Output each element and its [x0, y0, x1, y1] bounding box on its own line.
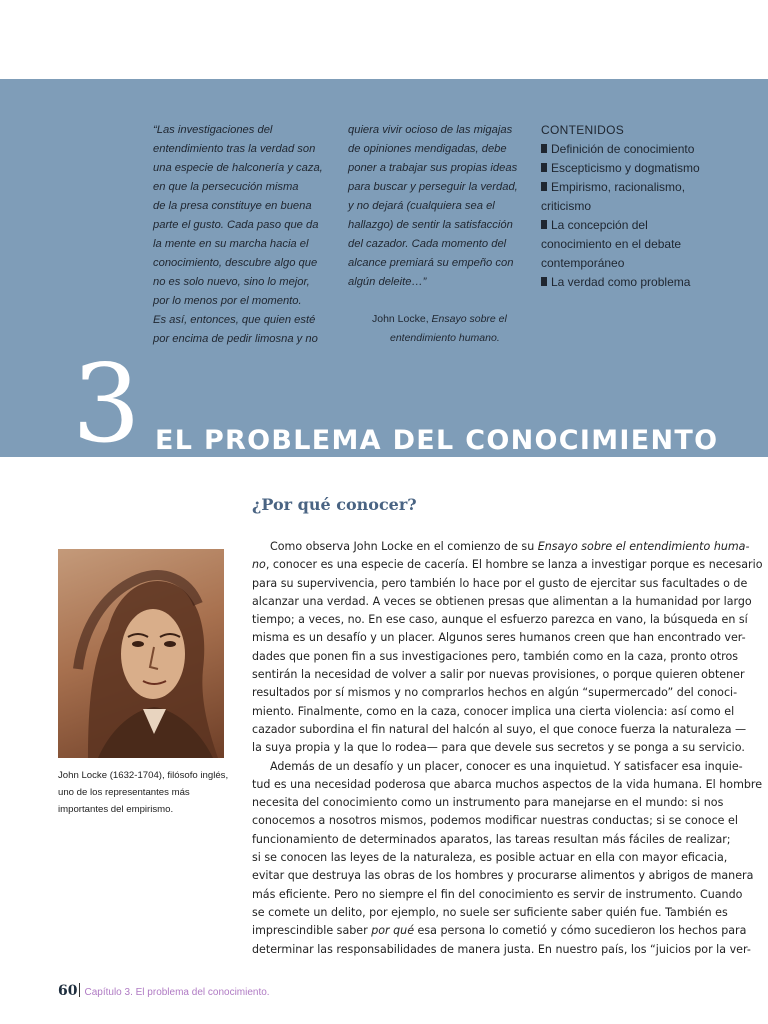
contents-item: criticismo: [541, 199, 591, 213]
epigraph-line: una especie de halconería y caza,: [153, 162, 323, 174]
footer-divider: [79, 983, 80, 997]
contents-heading: CONTENIDOS: [541, 123, 625, 137]
bullet-square-icon: [541, 163, 547, 172]
portrait-caption: John Locke (1632-1704), filósofo inglés, uno de los representantes más importantes del empirismo.: [58, 770, 229, 815]
epigraph-line: hallazgo) de sentir la satisfacción: [348, 219, 513, 231]
epigraph-attribution: [372, 310, 507, 348]
epigraph-line: la mente en su marcha hacia el: [153, 238, 309, 250]
epigraph-line: por encima de pedir limosna y no: [153, 333, 318, 345]
body-line: más eficiente. Pero no siempre el fin del conocimiento es servir de instrumento. Cuando: [252, 887, 743, 901]
body-line: sentirán la necesidad de volver a salir por nuevas provisiones, o porque quieren obtener: [252, 668, 745, 682]
chapter-title: EL PROBLEMA DEL CONOCIMIENTO: [155, 425, 719, 456]
bullet-square-icon: [541, 277, 547, 286]
epigraph-work-line-2: entendimiento humano.: [390, 332, 500, 344]
body-line: Además de un desafío y un placer, conocer es una inquietud. Y satisfacer esa inquie-: [270, 759, 743, 773]
body-line: Como observa John Locke en el comienzo de su Ensayo sobre el entendimiento huma-: [270, 540, 750, 553]
page-footer: [58, 983, 270, 999]
epigraph-line: poner a trabajar sus propias ideas: [348, 162, 518, 174]
epigraph-line: de opiniones mendigadas, debe: [348, 143, 507, 155]
body-line: necesita del conocimiento como un instrumento para manejarse en el mundo: si nos: [252, 796, 724, 810]
page-number: 60: [58, 983, 78, 999]
body-line: misma es un desafío y un placer. Algunos seres humanos creen que han encontrado ver-: [252, 631, 746, 645]
contents-item: Definición de conocimiento: [541, 140, 700, 159]
contents-item: La concepción del: [541, 216, 700, 235]
epigraph-line: en que la persecución misma: [153, 181, 299, 193]
contents-item: contemporáneo: [541, 256, 625, 270]
body-line: tud es una necesidad poderosa que abarca muchos aspectos de la vida humana. El hombre: [252, 777, 763, 791]
body-line: tiempo; a veces, no. En ese caso, aunque el esfuerzo parezca en vano, la búsqueda en sí: [252, 613, 748, 627]
contents-item: conocimiento en el debate: [541, 237, 682, 251]
contents-item: La verdad como problema: [541, 273, 700, 292]
body-line: funcionamiento de determinados aparatos, las tareas resultan más fáciles de realizar;: [252, 832, 731, 846]
chapter-number: 3: [72, 342, 141, 467]
body-line: cazador subordina el fin natural del halcón al suyo, el que conoce fuerza la naturaleza —: [252, 722, 747, 736]
epigraph-line: de la presa constituye en buena: [153, 200, 312, 212]
body-line: para su supervivencia, pero también lo hace por el gusto de ejercitar sus facultades o de: [252, 576, 748, 590]
contents-list: [541, 140, 700, 292]
body-line: conocemos a nosotros mismos, podemos modificar nuestras conductas; si se conoce el: [252, 814, 738, 828]
epigraph-line: por lo menos por el momento.: [153, 295, 302, 307]
body-line: alcanzar una verdad. A veces se obtienen presas que alimentan a la humanidad por largo: [252, 594, 752, 608]
bullet-square-icon: [541, 220, 547, 229]
body-line: no, conocer es una especie de cacería. El hombre se lanza a investigar porque es necesario: [252, 558, 763, 572]
epigraph-line: parte el gusto. Cada paso que da: [153, 219, 319, 231]
footer-chapter-label: Capítulo 3. El problema del conocimiento.: [84, 987, 270, 998]
epigraph-line: conocimiento, descubre algo que: [153, 257, 318, 269]
body-line: determinar las responsabilidades de manera justa. En nuestro país, los “juicios por la ver-: [252, 942, 751, 956]
contents-box: [541, 121, 700, 292]
bullet-square-icon: [541, 182, 547, 191]
portrait-drawing: [58, 549, 224, 758]
body-line: dades que ponen fin a sus investigaciones pero, también como en la caza, pronto otros: [252, 649, 739, 663]
contents-item: Empirismo, racionalismo,: [541, 178, 700, 197]
epigraph-column-2: [348, 121, 518, 292]
epigraph-author: John Locke,: [372, 313, 429, 325]
body-line: imprescindible saber por qué esa persona lo cometió y cómo sucedieron los hechos para: [252, 924, 747, 938]
epigraph-work-line-1: Ensayo sobre el: [431, 313, 507, 325]
epigraph-line: y no dejará (cualquiera sea el: [348, 200, 495, 212]
epigraph-line: alcance premiará su empeño con: [348, 257, 514, 269]
epigraph-line: no es solo nuevo, sino lo mejor,: [153, 276, 310, 288]
epigraph-line: para buscar y perseguir la verdad,: [348, 181, 518, 193]
section-title: ¿Por qué conocer?: [252, 495, 417, 514]
epigraph-line: “Las investigaciones del: [153, 124, 273, 136]
body-line: miento. Finalmente, como en la caza, conocer implica una cierta violencia: así como el: [252, 704, 735, 718]
epigraph-column-1: [153, 121, 323, 349]
locke-portrait: [58, 549, 224, 758]
epigraph-line: quiera vivir ocioso de las migajas: [348, 124, 513, 136]
body-line: evitar que destruya las obras de los hombres y procurarse alimentos y abrigos de manera: [252, 869, 754, 883]
epigraph-line: del cazador. Cada momento del: [348, 238, 507, 250]
contents-item: Escepticismo y dogmatismo: [541, 159, 700, 178]
epigraph-line: algún deleite…”: [348, 276, 427, 288]
body-line: resultados por sí mismos y no comprarlos hechos en algún “supermercado” del conoci-: [252, 686, 738, 700]
bullet-square-icon: [541, 144, 547, 153]
body-line: si se conocen las leyes de la naturaleza, es posible actuar en ella con mayor eficacia,: [252, 851, 728, 865]
body-line: la suya propia y la que lo rodea— para que devele sus secretos y se ponga a su servicio.: [252, 741, 745, 755]
epigraph-line: entendimiento tras la verdad son: [153, 143, 316, 155]
body-text: [252, 538, 763, 959]
epigraph-line: Es así, entonces, que quien esté: [153, 314, 316, 326]
body-line: se comete un delito, por ejemplo, no suele ser suficiente saber quién fue. También es: [252, 905, 728, 919]
